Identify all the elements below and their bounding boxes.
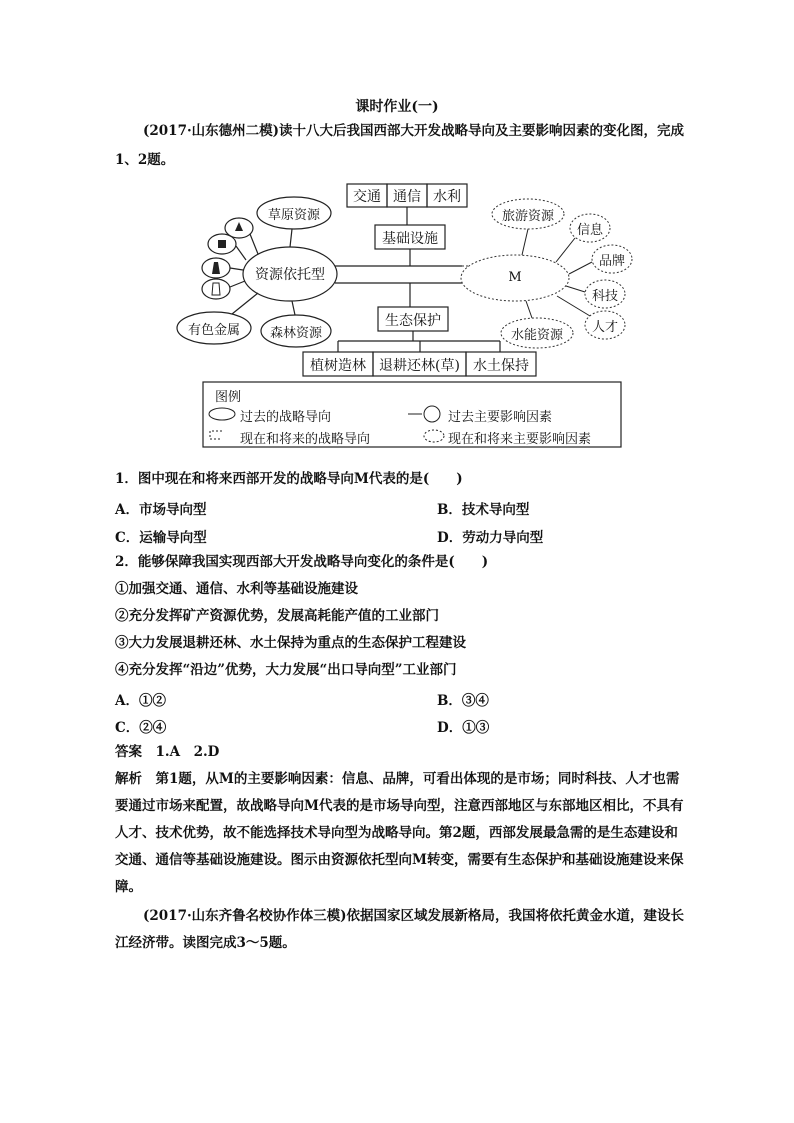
eco-item-afforestation: 植树造林 <box>310 358 366 374</box>
factor-metals: 有色金属 <box>187 323 240 338</box>
factor-grassland: 草原资源 <box>267 208 320 223</box>
infra-item-water: 水利 <box>433 189 461 205</box>
eco-label: 生态保护 <box>385 313 441 329</box>
factor-tourism: 旅游资源 <box>501 209 554 224</box>
factor-info: 信息 <box>576 223 603 238</box>
q2-statement-4: ④充分发挥“沿边”优势，大力发展“出口导向型”工业部门 <box>115 662 457 678</box>
intro-2-line-2: 江经济带。读图完成3～5题。 <box>115 935 296 951</box>
q2-option-a: A．①② <box>115 693 166 709</box>
analysis-line-1: 解析 第1题，从M的主要影响因素：信息、品牌，可看出体现的是市场；同时科技、人才也需 <box>115 771 680 787</box>
q1-option-a: A．市场导向型 <box>115 502 207 518</box>
intro-1-line-2: 1、2题。 <box>115 152 175 168</box>
q2-statement-3: ③大力发展退耕还林、水土保持为重点的生态保护工程建设 <box>115 635 466 651</box>
factor-tech: 科技 <box>591 289 618 304</box>
legend-future-strategy: 现在和将来的战略导向 <box>240 432 371 447</box>
eco-item-soil: 水土保持 <box>473 358 529 374</box>
analysis-line-2: 要通过市场来配置，故战略导向M代表的是市场导向型，注意西部地区与东部地区相比，不具有 <box>115 798 684 814</box>
analysis-line-3: 人才、技术优势，故不能选择技术导向型为战略导向。第2题，西部发展最急需的是生态建设和 <box>115 825 678 841</box>
analysis-line-4: 交通、通信等基础设施建设。图示由资源依托型向M转变，需要有生态保护和基础设施建设来保 <box>115 852 684 868</box>
resource-strategy-label: 资源依托型 <box>255 267 325 283</box>
q2-option-d: D．①③ <box>437 720 490 736</box>
intro-1-line-1: (2017·山东德州二模)读十八大后我国西部大开发战略导向及主要影响因素的变化图，完成 <box>143 123 685 139</box>
intro-2-line-1: (2017·山东齐鲁名校协作体三模)依据国家区域发展新格局，我国将依托黄金水道，建设长 <box>143 908 685 924</box>
legend-past-factor: 过去主要影响因素 <box>448 410 553 425</box>
factor-hydro: 水能资源 <box>510 328 563 343</box>
infrastructure-label: 基础设施 <box>382 231 438 247</box>
factor-brand: 品牌 <box>598 254 625 269</box>
q1-option-d: D．劳动力导向型 <box>437 530 544 546</box>
q2-option-b: B．③④ <box>437 693 489 709</box>
q1-option-c: C．运输导向型 <box>115 530 207 546</box>
infra-item-comm: 通信 <box>393 189 421 205</box>
q2-option-c: C．②④ <box>115 720 167 736</box>
legend-past-strategy: 过去的战略导向 <box>240 410 332 425</box>
answer-line: 答案 1.A 2.D <box>115 744 220 760</box>
infra-item-traffic: 交通 <box>353 189 381 205</box>
eco-item-return-forest: 退耕还林(草) <box>379 358 460 374</box>
q1-stem: 1．图中现在和将来西部开发的战略导向M代表的是( ) <box>115 471 463 487</box>
page-title: 课时作业(一) <box>355 99 439 115</box>
factor-forest: 森林资源 <box>269 326 322 341</box>
analysis-line-5: 障。 <box>115 879 142 895</box>
q2-stem: 2．能够保障我国实现西部大开发战略导向变化的条件是( ) <box>115 554 489 570</box>
q2-statement-2: ②充分发挥矿产资源优势，发展高耗能产值的工业部门 <box>115 608 439 624</box>
legend-future-factor: 现在和将来主要影响因素 <box>448 432 592 447</box>
m-strategy-label: M <box>508 270 522 285</box>
q2-statement-1: ①加强交通、通信、水利等基础设施建设 <box>115 581 358 597</box>
q1-option-b: B．技术导向型 <box>437 502 530 518</box>
legend-title: 图例 <box>215 390 242 405</box>
factor-talent: 人才 <box>591 320 618 335</box>
